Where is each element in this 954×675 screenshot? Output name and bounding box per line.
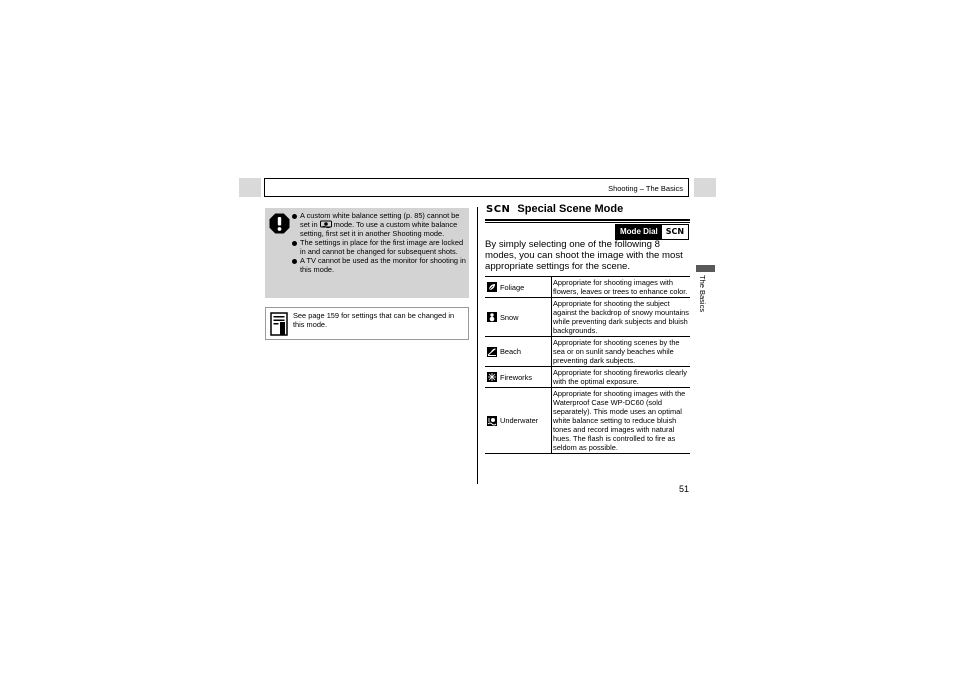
beach-icon: [487, 347, 497, 357]
side-tab-label: The Basics: [698, 275, 707, 313]
scene-name: Foliage: [500, 282, 525, 292]
header-left-tab: [239, 178, 261, 197]
scene-name-cell: [485, 388, 552, 454]
scene-description: Appropriate for shooting images with the Waterproof Case WP-DC60 (sold separately). This mode uses an optimal white balance setting to reduce bluish tones and record images with natural hues. The flash is controlled to fire as seldom as possible.: [552, 388, 691, 454]
scene-name: Fireworks: [500, 372, 533, 382]
caution-box: [265, 208, 469, 298]
intro-paragraph: By simply selecting one of the following 8 modes, you can shoot the image with the most appropriate settings for the scene.: [485, 239, 683, 272]
page-number: 51: [679, 484, 690, 494]
memo-icon: [270, 312, 288, 336]
foliage-icon: [487, 282, 497, 292]
scene-name-cell: [485, 367, 552, 388]
header-right-tab: [694, 178, 716, 197]
scene-name: Beach: [500, 347, 521, 356]
caution-item: A custom white balance setting (p. 85) cannot be set in mode. To use a custom white balance setting, first set it in another Shooting mode.: [292, 211, 467, 238]
scn-icon: SCN: [486, 203, 511, 215]
scene-name-cell: [485, 337, 552, 367]
scene-description: Appropriate for shooting scenes by the sea or on sunlit sandy beaches while preventing dark subjects.: [552, 337, 691, 367]
page-header: [264, 178, 689, 197]
scene-description: Appropriate for shooting fireworks clearly with the optimal exposure.: [552, 367, 691, 388]
scene-description: Appropriate for shooting images with flowers, leaves or trees to enhance color.: [552, 277, 691, 298]
underwater-mode-icon: [320, 220, 332, 228]
caution-list: [292, 211, 467, 274]
scene-name-cell: [485, 277, 552, 298]
note-text: See page 159 for settings that can be changed in this mode.: [293, 311, 455, 329]
column-divider: [477, 207, 478, 484]
table-row: [485, 298, 690, 337]
fireworks-icon: [487, 372, 497, 382]
header-section-title: Shooting – The Basics: [608, 184, 683, 193]
table-row: [485, 277, 690, 298]
caution-item: A TV cannot be used as the monitor for shooting in this mode.: [292, 256, 467, 274]
section-heading: [486, 203, 623, 215]
title-rule-thin: [485, 222, 690, 223]
scene-description: Appropriate for shooting the subject against the backdrop of snowy mountains while preventing dark subjects and bluish backgrounds.: [553, 299, 689, 335]
table-row: [485, 388, 690, 454]
table-row: [485, 337, 690, 367]
scene-name: Underwater: [500, 416, 539, 425]
note-box: [265, 307, 469, 340]
caution-icon: [269, 213, 290, 234]
snow-icon: [487, 312, 497, 322]
title-rule: [485, 219, 690, 221]
mode-dial-badge: [615, 224, 689, 240]
table-row: [485, 367, 690, 388]
underwater-icon: [487, 416, 497, 426]
mode-dial-value: SCN: [662, 225, 688, 239]
mode-dial-label: Mode Dial: [616, 225, 662, 239]
scene-table: [485, 276, 690, 454]
scene-name: Snow: [500, 312, 519, 322]
section-title: Special Scene Mode: [517, 203, 624, 215]
caution-item: The settings in place for the first image are locked in and cannot be changed for subsequent shots.: [292, 238, 467, 256]
scene-name-cell: [485, 298, 552, 337]
side-tab-marker: [696, 265, 715, 272]
